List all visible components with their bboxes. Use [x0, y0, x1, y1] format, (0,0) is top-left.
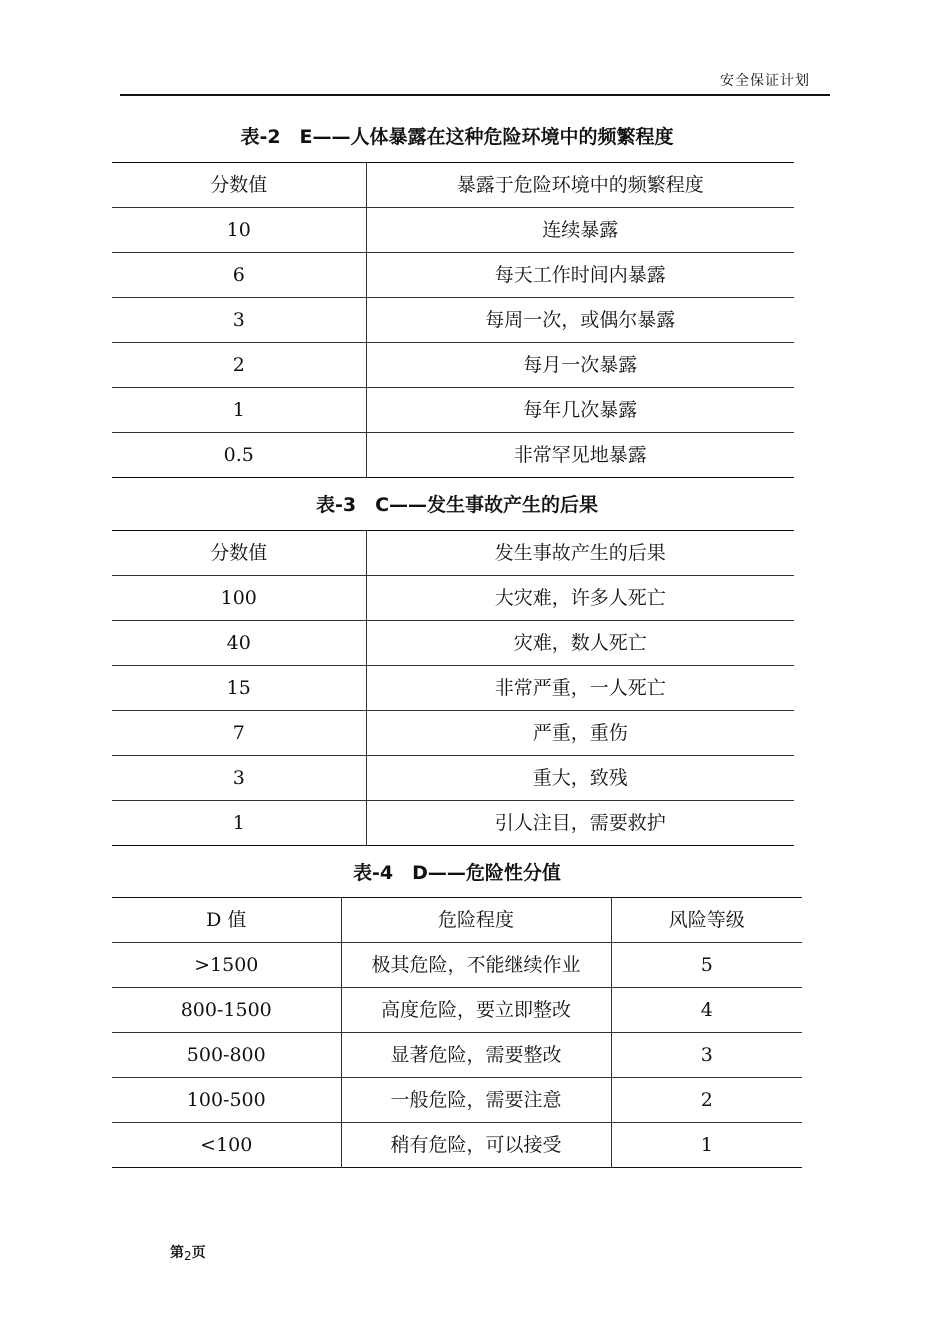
- d-value-cell: 100-500: [112, 1078, 341, 1123]
- description-cell: 重大，致残: [366, 756, 794, 801]
- column-header: 发生事故产生的后果: [366, 531, 794, 576]
- description-cell: 严重，重伤: [366, 711, 794, 756]
- table4-title: 表-4 D——危险性分值: [353, 862, 561, 884]
- table-row: [112, 1033, 802, 1078]
- table3-title: 表-3 C——发生事故产生的后果: [315, 494, 599, 516]
- score-cell: 1: [112, 388, 366, 433]
- score-cell: 2: [112, 343, 366, 388]
- description-cell: 连续暴露: [366, 208, 794, 253]
- risk-grade-cell: 4: [611, 988, 802, 1033]
- column-header: 风险等级: [611, 898, 802, 943]
- d-value-cell: 800-1500: [112, 988, 341, 1033]
- column-header: 分数值: [112, 163, 366, 208]
- score-cell: 10: [112, 208, 366, 253]
- description-cell: 大灾难，许多人死亡: [366, 576, 794, 621]
- danger-level-cell: 显著危险，需要整改: [341, 1033, 611, 1078]
- table-row: [112, 1078, 802, 1123]
- score-cell: 3: [112, 756, 366, 801]
- table-row: [112, 253, 794, 298]
- description-cell: 灾难，数人死亡: [366, 621, 794, 666]
- page-number-value: 2: [184, 1249, 192, 1263]
- table-header-row: [112, 163, 794, 208]
- table-row: [112, 576, 794, 621]
- table-header-row: [112, 898, 802, 943]
- description-cell: 引人注目，需要救护: [366, 801, 794, 846]
- score-cell: 0.5: [223, 443, 254, 466]
- score-cell: 7: [112, 711, 366, 756]
- table-row: [112, 621, 794, 666]
- page-prefix: 第: [170, 1245, 184, 1261]
- table2-exposure-frequency: [112, 162, 794, 478]
- column-header: D 值: [112, 898, 341, 943]
- table3-accident-consequence: [112, 530, 794, 846]
- column-header: 暴露于危险环境中的频繁程度: [366, 163, 794, 208]
- description-cell: 每年几次暴露: [366, 388, 794, 433]
- table-row: [112, 943, 802, 988]
- score-cell: 1: [232, 811, 245, 834]
- table-row: [112, 756, 794, 801]
- d-value-cell: >1500: [112, 943, 341, 988]
- score-cell: 6: [112, 253, 366, 298]
- table-row: [112, 433, 794, 478]
- table-row: [112, 298, 794, 343]
- table4-danger-score: [112, 897, 802, 1168]
- risk-grade-cell: 5: [611, 943, 802, 988]
- table-row: [112, 711, 794, 756]
- table-row: [112, 666, 794, 711]
- risk-grade-cell: 2: [611, 1078, 802, 1123]
- danger-level-cell: 稍有危险，可以接受: [341, 1123, 611, 1168]
- danger-level-cell: 高度危险，要立即整改: [341, 988, 611, 1033]
- table-row: [112, 801, 794, 846]
- table-row: [112, 1123, 802, 1168]
- description-cell: 每天工作时间内暴露: [366, 253, 794, 298]
- table-row: [112, 988, 802, 1033]
- d-value-cell: 500-800: [112, 1033, 341, 1078]
- risk-grade-cell: 1: [611, 1123, 802, 1168]
- danger-level-cell: 一般危险，需要注意: [341, 1078, 611, 1123]
- table-header-row: [112, 531, 794, 576]
- column-header: 分数值: [112, 531, 366, 576]
- score-cell: 40: [112, 621, 366, 666]
- score-cell: 3: [112, 298, 366, 343]
- description-cell: 每月一次暴露: [366, 343, 794, 388]
- danger-level-cell: 极其危险，不能继续作业: [341, 943, 611, 988]
- column-header: 危险程度: [341, 898, 611, 943]
- description-cell: 非常严重，一人死亡: [366, 666, 794, 711]
- table-row: [112, 343, 794, 388]
- risk-grade-cell: 3: [611, 1033, 802, 1078]
- score-cell: 100: [112, 576, 366, 621]
- page-number: [170, 1242, 206, 1262]
- table-row: [112, 388, 794, 433]
- header-rule: [120, 94, 830, 96]
- score-cell: 15: [112, 666, 366, 711]
- description-cell: 每周一次，或偶尔暴露: [366, 298, 794, 343]
- table-row: [112, 208, 794, 253]
- running-header: 安全保证计划: [720, 73, 810, 89]
- d-value-cell: <100: [200, 1133, 253, 1156]
- description-cell: 非常罕见地暴露: [366, 433, 794, 478]
- table2-title: 表-2 E——人体暴露在这种危险环境中的频繁程度: [240, 126, 674, 148]
- page-suffix: 页: [191, 1245, 206, 1261]
